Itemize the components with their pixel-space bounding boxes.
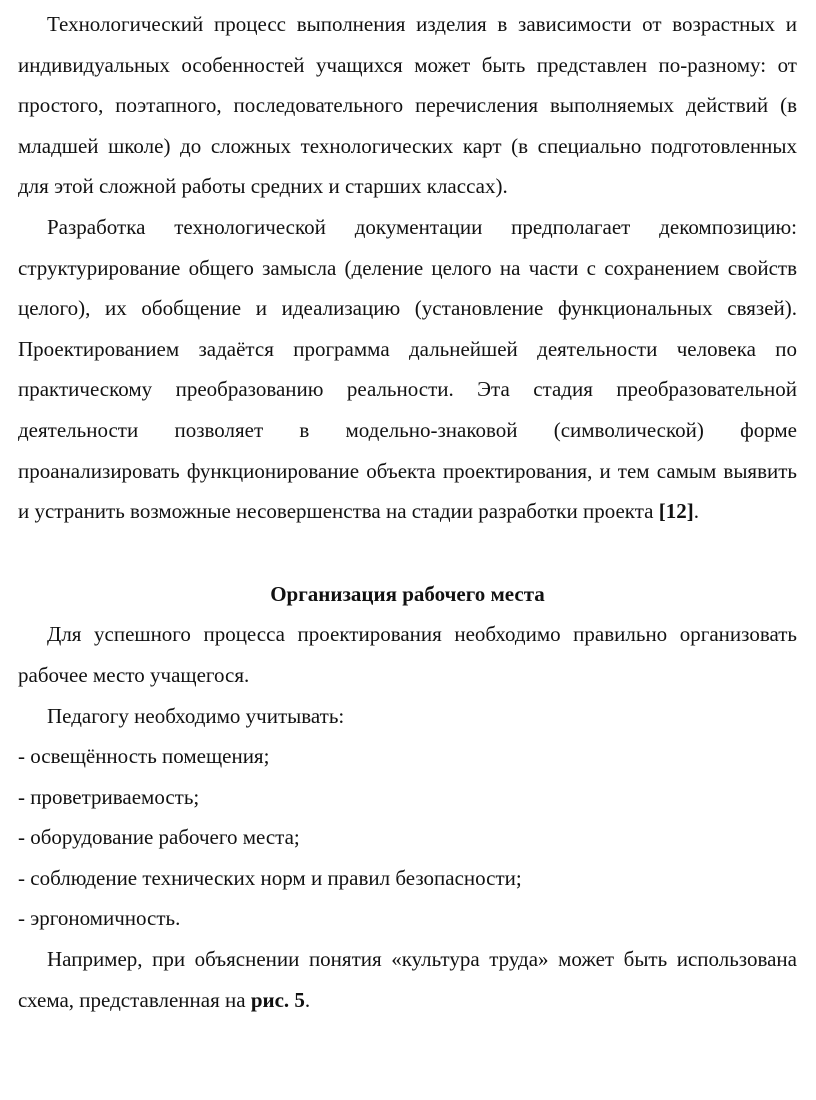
- document-page: [18, 4, 797, 1020]
- paragraph-technological-process: Технологический процесс выполнения изделия в зависимости от возрастных и индивидуальных особенностей учащихся может быть представлен по-разному: от простого, поэтапного, последовательного перечисления выполняемых действий (в младшей школе) до сложных технологических карт (в специально подготовленных для этой сложной работы средних и старших классах).: [18, 12, 797, 199]
- section-heading: Организация рабочего места: [270, 581, 545, 606]
- list-item: - соблюдение технических норм и правил безопасности;: [18, 865, 522, 890]
- paragraph-documentation-text: Разработка технологической документации предполагает декомпозицию: структурирование общего замысла (деление целого на части с сохранением свойств целого), их обобщение и идеализацию (установление функциональных связей). Проектированием задаётся программа дальнейшей деятельности человека по практическому преобразованию реальности. Эта стадия преобразовательной деятельности позволяет в модельно-знаковой (символической) форме проанализировать функционирование объекта проектирования, и тем самым выявить и устранить возможные несовершенства на стадии разработки проекта: [18, 214, 797, 524]
- citation-reference: [12]: [658, 499, 694, 524]
- paragraph-example-text: Например, при объяснении понятия «культура труда» может быть использована схема, представленная на: [18, 947, 797, 1012]
- list-item: - проветриваемость;: [18, 784, 200, 809]
- section-spacer: [18, 532, 797, 574]
- paragraph-example-tail: .: [304, 987, 311, 1012]
- paragraph-workplace: Для успешного процесса проектирования необходимо правильно организовать рабочее место учащегося.: [18, 622, 797, 687]
- paragraph-example: [18, 939, 797, 1020]
- figure-reference: рис. 5: [250, 987, 305, 1012]
- list-item: - эргономичность.: [18, 906, 181, 931]
- paragraph-teacher: Педагогу необходимо учитывать:: [47, 703, 345, 728]
- paragraph-documentation: [18, 207, 797, 532]
- list-item: - оборудование рабочего места;: [18, 825, 300, 850]
- list-item: - освещённость помещения;: [18, 744, 270, 769]
- paragraph-documentation-tail: .: [693, 499, 699, 524]
